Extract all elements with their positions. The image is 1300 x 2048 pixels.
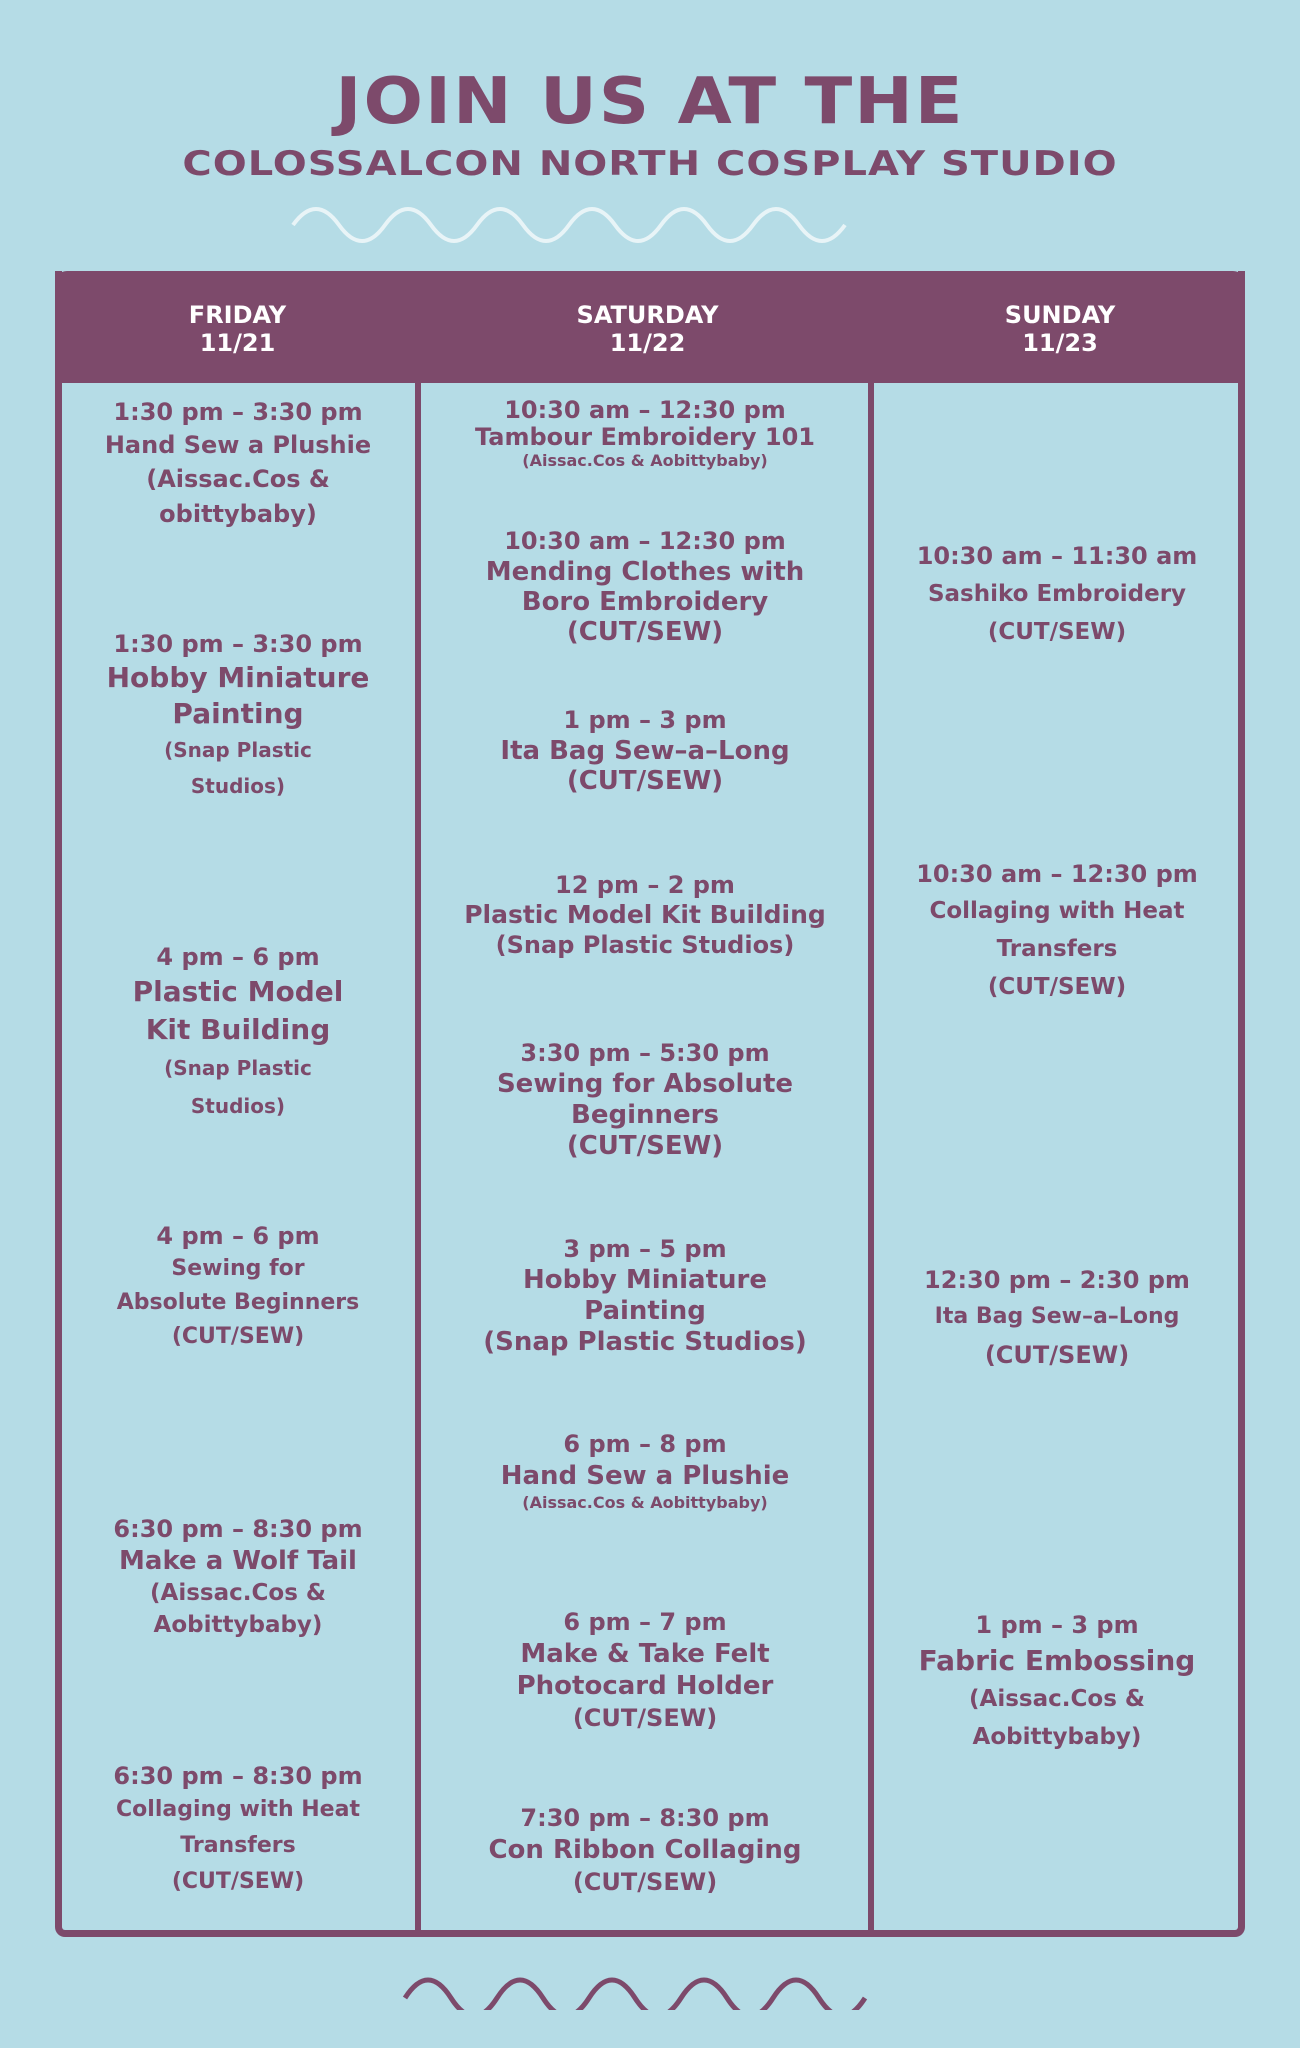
event-saturday-5: 3:30 pm – 5:30 pm Sewing for Absolute Beginners (CUT/SEW) <box>496 1039 794 1161</box>
page-subtitle: COLOSSALCON NORTH COSPLAY STUDIO <box>182 144 1118 184</box>
event-friday-3: 4 pm – 6 pm Plastic Model Kit Building (Snap Plastic Studios) <box>132 943 344 1118</box>
day-header-friday: FRIDAY 11/21 <box>188 301 287 357</box>
event-saturday-3: 1 pm – 3 pm Ita Bag Sew–a–Long (CUT/SEW) <box>500 706 790 796</box>
column-divider <box>415 383 421 1937</box>
event-sunday-2: 10:30 am – 12:30 pm Collaging with Heat Transfers (CUT/SEW) <box>916 860 1198 1000</box>
day-header-sunday: SUNDAY 11/23 <box>1004 301 1116 357</box>
event-saturday-4: 12 pm – 2 pm Plastic Model Kit Building (Snap Plastic Studios) <box>464 871 826 959</box>
event-saturday-1: 10:30 am – 12:30 pm Tambour Embroidery 101 (Aissac.Cos & Aobittybaby) <box>475 396 815 470</box>
event-friday-5: 6:30 pm – 8:30 pm Make a Wolf Tail (Aissac.Cos & Aobittybaby) <box>113 1515 363 1638</box>
wave-decoration-bottom <box>402 1960 902 2010</box>
event-sunday-4: 1 pm – 3 pm Fabric Embossing (Aissac.Cos & Aobittybaby) <box>918 1611 1196 1750</box>
day-header-saturday: SATURDAY 11/22 <box>576 301 719 357</box>
event-friday-6: 6:30 pm – 8:30 pm Collaging with Heat Transfers (CUT/SEW) <box>113 1762 363 1894</box>
event-friday-4: 4 pm – 6 pm Sewing for Absolute Beginners (CUT/SEW) <box>116 1222 360 1349</box>
event-friday-1: 1:30 pm – 3:30 pm Hand Sew a Plushie (Aissac.Cos & obittybaby) <box>104 398 372 528</box>
column-divider <box>868 383 874 1937</box>
page-title: JOIN US AT THE <box>335 63 965 139</box>
event-saturday-2: 10:30 am – 12:30 pm Mending Clothes with Boro Embroidery (CUT/SEW) <box>485 527 805 647</box>
event-saturday-7: 6 pm – 8 pm Hand Sew a Plushie (Aissac.Cos & Aobittybaby) <box>500 1430 790 1512</box>
event-sunday-1: 10:30 am – 11:30 am Sashiko Embroidery (CUT/SEW) <box>916 542 1198 645</box>
event-saturday-8: 6 pm – 7 pm Make & Take Felt Photocard Holder (CUT/SEW) <box>516 1608 774 1732</box>
event-friday-2: 1:30 pm – 3:30 pm Hobby Miniature Painting (Snap Plastic Studios) <box>106 630 370 798</box>
event-sunday-3: 12:30 pm – 2:30 pm Ita Bag Sew–a–Long (CUT/SEW) <box>924 1266 1190 1369</box>
wave-decoration-top <box>290 200 1030 246</box>
event-saturday-9: 7:30 pm – 8:30 pm Con Ribbon Collaging (CUT/SEW) <box>488 1804 802 1896</box>
event-saturday-6: 3 pm – 5 pm Hobby Miniature Painting (Snap Plastic Studios) <box>483 1235 807 1357</box>
